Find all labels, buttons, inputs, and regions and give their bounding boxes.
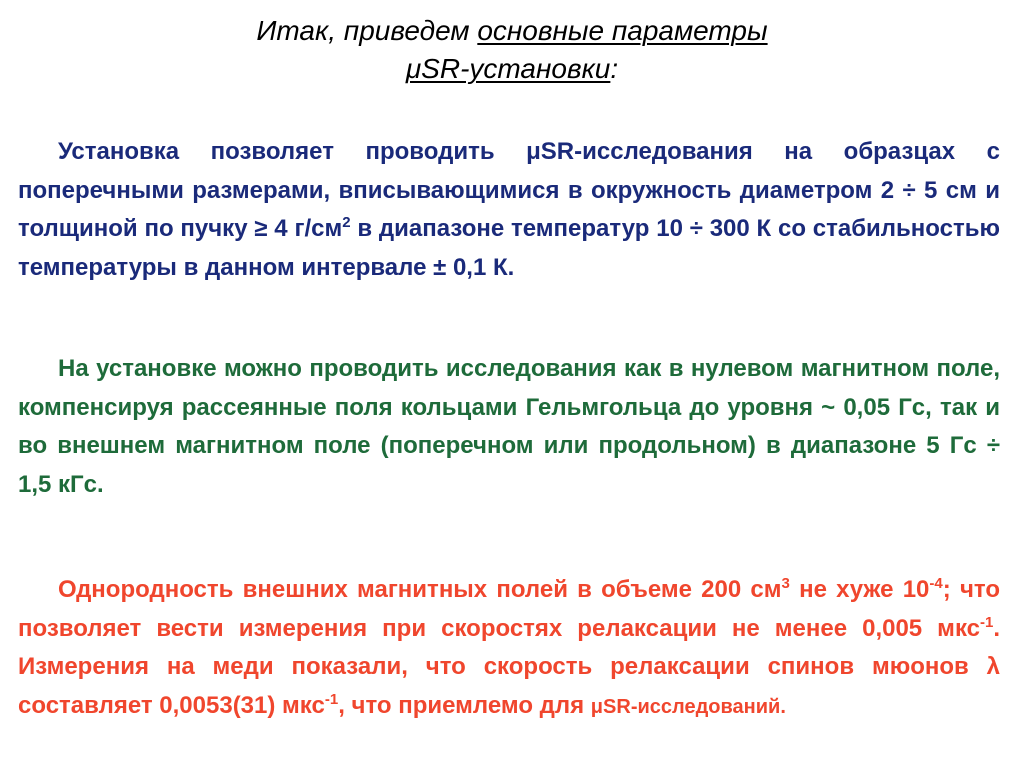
p3-text-f: μSR-исследований.: [590, 695, 786, 718]
title-colon: :: [610, 53, 619, 84]
p3-sup-b: -4: [929, 575, 943, 592]
p3-text-a: Однородность внешних магнитных полей в объеме 200 см: [58, 576, 782, 603]
paragraph-sample-parameters: [18, 133, 1000, 287]
p1-sup-a: 2: [342, 214, 351, 231]
title-line-1: [0, 12, 1024, 50]
p3-sup-a: 3: [781, 575, 790, 592]
paragraph-magnetic-field: [18, 350, 1000, 504]
title-underlined-main: основные параметры: [477, 15, 768, 46]
p2-text: На установке можно проводить исследования как в нулевом магнитном поле, компенсируя рассеянные поля кольцами Гельмгольца до уровня ~ 0,05 Гс, так и во внешнем магнитном поле (поперечном или продольном) в диапазоне 5 Гс ÷ 1,5 кГс.: [18, 355, 1000, 498]
p1-text-b: в диапазоне температур 10 ÷ 300 К со стабильностью температуры в данном интервале ± 0,1 К.: [18, 215, 1001, 281]
title-prefix: Итак, приведем: [256, 15, 478, 46]
p3-text-c: ; что позволяет вести измерения при скоростях релаксации не менее 0,005 мкс: [18, 576, 1000, 642]
p3-sup-c: -1: [979, 613, 994, 631]
p1-text-a: Установка позволяет проводить μSR-исследования на образцах с поперечными размерами, вписывающимися в окружность диаметром 2 ÷ 5 см и толщиной по пучку ≥ 4 г/см: [18, 138, 1000, 242]
p3-text-b: не хуже 10: [789, 576, 930, 603]
p3-sup-d: -1: [324, 690, 339, 708]
slide-title: [0, 12, 1024, 88]
p3-text-d: . Измерения на меди показали, что скорость релаксации спинов мюонов λ составляет 0,0053(31) мкс: [18, 614, 1000, 719]
p3-text-e: , что приемлемо для: [338, 691, 591, 719]
title-line-2: [0, 50, 1024, 88]
title-underlined-setup: μSR-установки: [405, 53, 611, 84]
paragraph-field-homogeneity: [18, 571, 1000, 726]
